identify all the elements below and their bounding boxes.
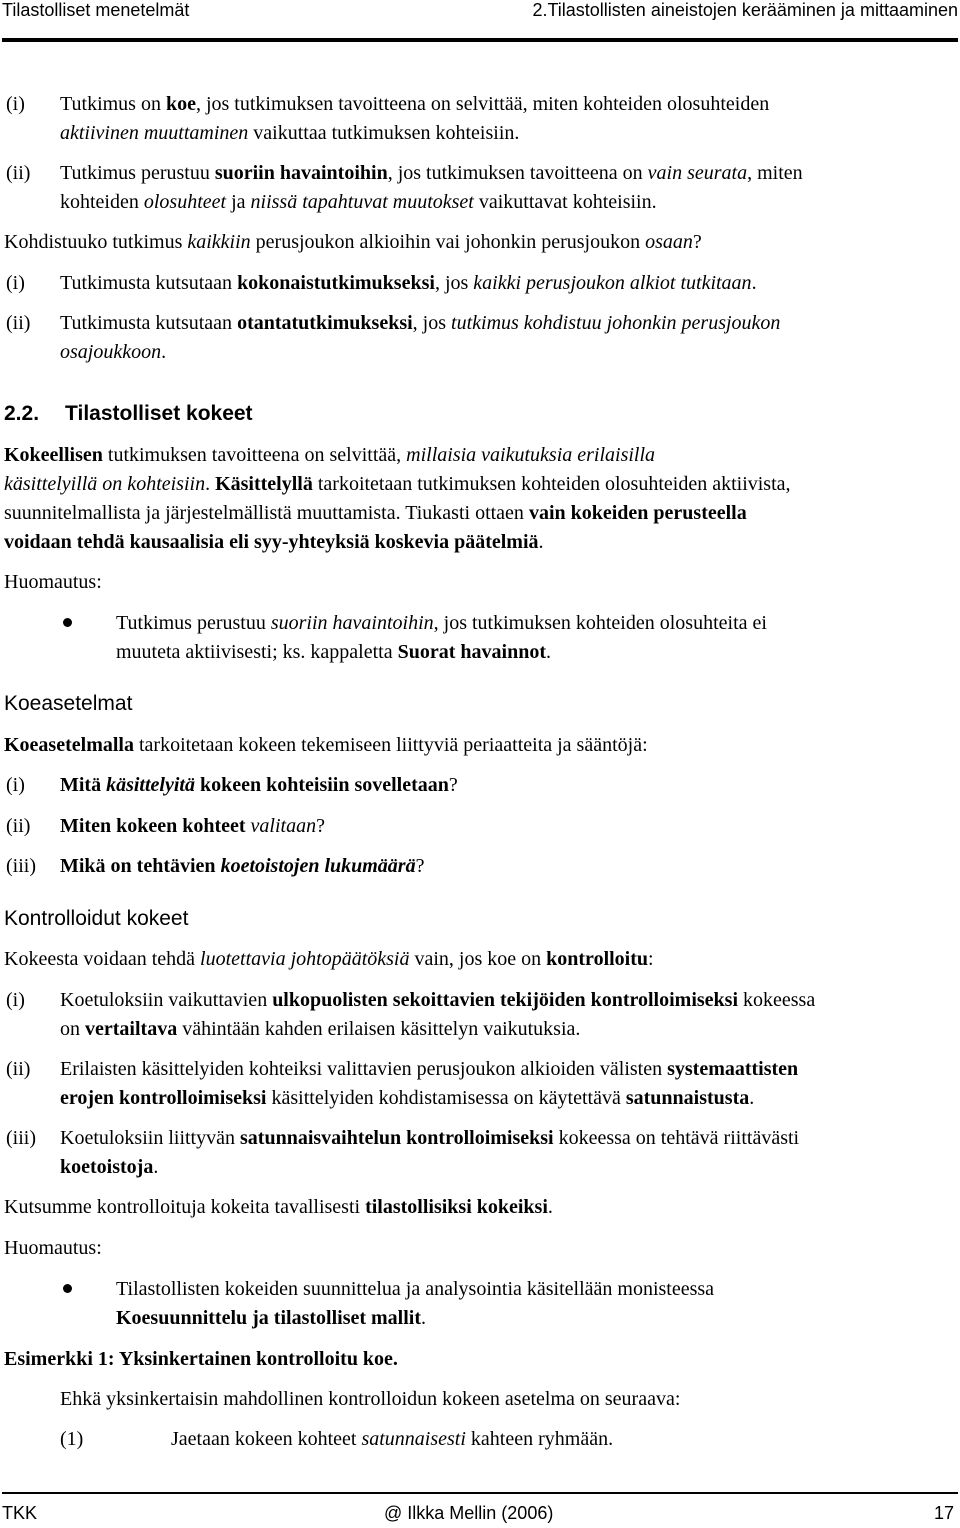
note-label: Huomautus: xyxy=(4,571,102,593)
page-number: 17 xyxy=(933,1503,954,1523)
item-otanta-line2: osajoukkoon. xyxy=(60,341,167,363)
example-step-1: Jaetaan kokeen kohteet satunnaisesti kahteen ryhmään. xyxy=(171,1428,614,1450)
item-systemaattiset-line2: erojen kontrolloimiseksi käsittelyiden kohdistamisessa on käytettävä satunnaistusta. xyxy=(60,1087,755,1109)
header-rule xyxy=(2,38,958,42)
item-ulkopuoliset-line2: on vertailtava vähintään kahden erilaisen käsittelyn vaikutuksia. xyxy=(60,1018,581,1040)
footer-rule xyxy=(2,1492,958,1494)
item-ulkopuoliset-line1: Koetuloksiin vaikuttavien ulkopuolisten sekoittavien tekijöiden kontrolloimiseksi kokeessa xyxy=(60,989,816,1011)
item-label: (i) xyxy=(6,272,25,294)
page-header xyxy=(0,0,960,28)
item-suorat-line1: Tutkimus perustuu suoriin havaintoihin, jos tutkimuksen tavoitteena on vain seurata, miten xyxy=(60,162,803,184)
para-kokeellisen-line1: Kokeellisen tutkimuksen tavoitteena on selvittää, millaisia vaikutuksia erilaisilla xyxy=(4,444,656,466)
header-course-title: Tilastolliset menetelmät xyxy=(2,0,190,20)
item-suorat-line2: kohteiden olosuhteet ja niissä tapahtuvat muutokset vaikuttavat kohteisiin. xyxy=(60,191,657,213)
item-label: (i) xyxy=(6,989,25,1011)
item-systemaattiset-line1: Erilaisten käsittelyiden kohteiksi valittavien perusjoukon alkioiden välisten systemaattisten xyxy=(60,1058,799,1080)
step-label: (1) xyxy=(60,1428,84,1450)
item-koe-line1: Tutkimus on koe, jos tutkimuksen tavoitteena on selvittää, miten kohteiden olosuhteiden xyxy=(60,93,770,115)
item-label: (iii) xyxy=(6,1127,36,1149)
para-kokeellisen-line3: suunnitelmallista ja järjestelmällistä muuttamista. Tiukasti ottaen vain kokeiden perusteella xyxy=(4,502,747,524)
item-koetoistot: Mikä on tehtävien koetoistojen lukumäärä? xyxy=(60,855,425,877)
item-koe-line2: aktiivinen muuttaminen vaikuttaa tutkimuksen kohteisiin. xyxy=(60,122,520,144)
item-label: (iii) xyxy=(6,855,36,877)
item-label: (ii) xyxy=(6,312,31,334)
note-suorat-line2: muuteta aktiivisesti; ks. kappaletta Suorat havainnot. xyxy=(116,641,551,663)
para-kokeellisen-line4: voidaan tehdä kausaalisia eli syy-yhteyksiä koskevia päätelmiä. xyxy=(4,531,544,553)
item-label: (ii) xyxy=(6,1058,31,1080)
para-kutsumme: Kutsumme kontrolloituja kokeita tavallisesti tilastollisiksi kokeiksi. xyxy=(4,1196,553,1218)
item-otanta-line1: Tutkimusta kutsutaan otantatutkimukseksi, jos tutkimus kohdistuu johonkin perusjoukon xyxy=(60,312,781,334)
item-valitaan: Miten kokeen kohteet valitaan? xyxy=(60,815,325,837)
example-title: Esimerkki 1: Yksinkertainen kontrolloitu koe. xyxy=(4,1348,398,1370)
para-koeasetelmalla: Koeasetelmalla tarkoitetaan kokeen tekemiseen liittyviä periaatteita ja sääntöjä: xyxy=(4,734,648,756)
subheading-kontrolloidut: Kontrolloidut kokeet xyxy=(4,907,189,930)
item-label: (i) xyxy=(6,774,25,796)
header-chapter-title: 2.Tilastollisten aineistojen kerääminen ja mittaaminen xyxy=(532,0,958,20)
bullet-icon xyxy=(63,1284,72,1293)
page-footer xyxy=(0,1503,960,1527)
footer-author: @ Ilkka Mellin (2006) xyxy=(384,1503,554,1523)
section-heading: 2.2. Tilastolliset kokeet xyxy=(4,402,253,425)
example-intro: Ehkä yksinkertaisin mahdollinen kontrolloidun kokeen asetelma on seuraava: xyxy=(60,1388,681,1410)
footer-institution: TKK xyxy=(2,1503,38,1523)
note-suorat-line1: Tutkimus perustuu suoriin havaintoihin, jos tutkimuksen kohteiden olosuhteita ei xyxy=(116,612,767,634)
item-satunnaisvaihtelu-line2: koetoistoja. xyxy=(60,1156,159,1178)
para-kokeesta: Kokeesta voidaan tehdä luotettavia johtopäätöksiä vain, jos koe on kontrolloitu: xyxy=(4,948,654,970)
bullet-icon xyxy=(63,618,72,627)
item-satunnaisvaihtelu-line1: Koetuloksiin liittyvän satunnaisvaihtelun kontrolloimiseksi kokeessa on tehtävä riittävästi xyxy=(60,1127,800,1149)
question-line: Kohdistuuko tutkimus kaikkiin perusjoukon alkioihin vai johonkin perusjoukon osaan? xyxy=(4,231,702,253)
note-label: Huomautus: xyxy=(4,1237,102,1259)
item-label: (i) xyxy=(6,93,25,115)
item-kasittelyita: Mitä käsittelyitä kokeen kohteisiin sovelletaan? xyxy=(60,774,458,796)
item-label: (ii) xyxy=(6,162,31,184)
item-kokonais-line: Tutkimusta kutsutaan kokonaistutkimukseksi, jos kaikki perusjoukon alkiot tutkitaan. xyxy=(60,272,757,294)
item-label: (ii) xyxy=(6,815,31,837)
note-koesuunnittelu-line1: Tilastollisten kokeiden suunnittelua ja analysointia käsitellään monisteessa xyxy=(116,1278,715,1300)
note-koesuunnittelu-line2: Koesuunnittelu ja tilastolliset mallit. xyxy=(116,1307,426,1329)
subheading-koeasetelmat: Koeasetelmat xyxy=(4,692,133,715)
para-kokeellisen-line2: käsittelyillä on kohteisiin. Käsittelyllä tarkoitetaan tutkimuksen kohteiden olosuhteiden aktiivista, xyxy=(4,473,791,495)
